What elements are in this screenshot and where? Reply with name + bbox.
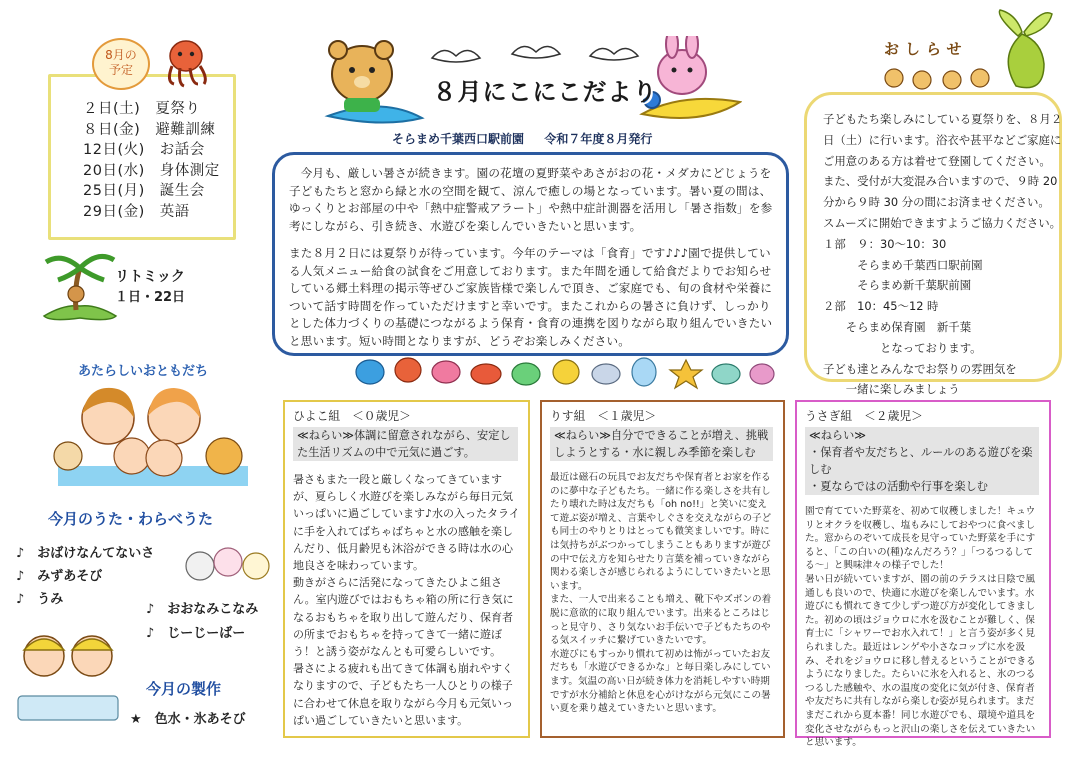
animals-illustration: [180, 526, 272, 596]
issue-label: 令和７年度８月発行: [544, 132, 653, 146]
intro-message-box: [272, 152, 789, 356]
class-paragraph: 暑い日が続いていますが、園の前のテラスは日陰で風通しも良いので、快適に水遊びを楽しんでいます。水遊びにも慣れてきて少しずつ遊び方が変化してきました。初めの頃はジョウロに水を汲むことが難しく、保育士に「シャワーでお水入れて！」と言う姿が多く見られました。最近はレンゲや小さなコップに水を汲み、それをジョウロに移し替えるということができるようになりました。たらいに氷を入れると、氷のつるつるした感触や、水の温度の変化に気が付き、保育者や友だちに共有しながら楽しむ姿が見られます。まだまだこれから夏本番！同じ水遊びでも、環境や道具を変化させながらもっと沢山の楽しさを伝えていきたいと思います。: [805, 573, 1036, 749]
aim-item: ・夏ならではの活動や行事を楽しむ: [809, 480, 988, 493]
intro-paragraph: また８月２日には夏祭りが待っています。今年のテーマは「食育」です♪♪♪園で提供している人気メニュー給食の試食をご用意しております。また年間を通して給食だよりでお知らせしている郷土料理の掲示等ぜひご家族皆様で楽しんで頂き、ご家庭でも、旬の食材や栄養について話す時間を作っていただけますと幸いです。またこれからの暑さに負けず、しっかりとした体力づくりの基礎につながるよう保育・食育の連携を図りながら取り組んでいきたいと思います。短い時間となりますが、どうぞお楽しみください。: [289, 246, 773, 348]
class-paragraph: 暑さもまた一段と厳しくなってきていますが、夏らしく水遊びを楽しみながら毎日元気いっぱいに過ごしています♪水の入ったタライに手を入れてばちゃばちゃと水の感触を楽しんだり、低月齢児も沐浴ができる時は水の心地良さを味わっています。: [293, 473, 520, 573]
schedule-item: 20日(水) 身体測定: [83, 162, 220, 179]
songs-heading: 今月のうた・わらべうた: [48, 510, 214, 528]
schedule-badge: [92, 38, 150, 90]
class-aim: [805, 427, 1039, 495]
monthly-schedule: [48, 74, 236, 240]
schedule-item: 25日(月) 誕生会: [83, 183, 205, 199]
class-paragraph: 暑さによる疲れも出てきて体調も崩れやすくなりますので、子どもたち一人ひとりの様子に合わせて休息を取りながら今月も元気いっぱい過ごしていきたいと思います。: [293, 662, 513, 727]
octopus-icon: [160, 38, 212, 88]
notice-line: そらまめ保育園 新千葉: [823, 319, 972, 334]
notice-line: 子ども達とみんなでお祭りの雰囲気を: [823, 361, 1017, 376]
kids-craft-illustration: [8, 626, 128, 726]
class-paragraph: 水遊びにもすっかり慣れて初めは怖がっていたお友だちも「水遊びできるかな」と毎日楽しみにしています。気温の高い日が続き体力を消耗しやすい時期ですが水分補給と休息を心がけながら元気にこの暑い夏を乗り越えていきたいと思います。: [550, 648, 771, 715]
notice-line: ご用意のある方は着せて登園してください。: [823, 153, 1051, 168]
song-item: ♪ おばけなんてないさ: [16, 546, 155, 561]
notice-line: そらまめ新千葉駅前園: [823, 278, 972, 293]
class-name: ひよこ組 ＜０歳児＞: [293, 409, 411, 423]
notice-line: 一緒に楽しみましょう: [823, 382, 960, 397]
badge-bottom: 予定: [108, 63, 133, 77]
rhythmic-box: [100, 266, 200, 308]
class-paragraph: また、一人で出来ることも増え、靴下やズボンの着脱に意欲的に取り組んでいます。出来るところはじっと見守り、さり気ないお手伝いで子どもたちのやる気スイッチに繋げていきたいです。: [550, 594, 772, 647]
class-body: [805, 505, 1041, 750]
notice-line: 子どもたち楽しみにしている夏祭りを、８月２: [823, 112, 1063, 126]
notice-line: そらまめ千葉西口駅前園: [823, 257, 983, 272]
aim-item: ・保育者や友だちと、ルールのある遊びを楽しむ: [809, 446, 1033, 476]
notice-label: おしらせ: [884, 40, 968, 58]
schedule-list: [51, 77, 233, 222]
sprout-icon: [988, 6, 1058, 96]
song-item: ♪ じーじーばー: [146, 626, 246, 641]
seagull-illustrations: [432, 46, 638, 62]
class-report-risu: [540, 400, 785, 738]
schedule-item: ８日(金) 避難訓練: [83, 121, 216, 138]
schedule-item: ２日(土) 夏祭り: [83, 101, 201, 117]
new-friends-heading: あたらしいおともだち: [78, 364, 209, 379]
song-item: ♪ おおなみこなみ: [146, 602, 259, 617]
class-body: [550, 471, 775, 716]
class-report-hiyoko: [283, 400, 530, 738]
song-item: ♪ みずあそび: [16, 569, 103, 584]
publisher-name: そらまめ千葉西口駅前園: [392, 132, 525, 146]
summer-festival-notice: [804, 92, 1063, 397]
badge-top: 8月の: [105, 48, 137, 62]
class-aim: ≪ねらい≫自分でできることが増え、挑戦しようとする・水に親しみ季節を楽しむ: [550, 427, 773, 461]
rhythmic-dates: １日・22日: [114, 290, 186, 305]
notice-line: となっております。: [823, 340, 982, 355]
notice-line: また、受付が大変混み合いますので、９時 20: [823, 174, 1058, 189]
craft-heading: 今月の製作: [146, 680, 222, 698]
class-aim: ≪ねらい≫体調に留意されながら、安定した生活リズムの中で元気に過ごす。: [293, 427, 518, 461]
notice-line: スムーズに開始できますようご協力ください。: [823, 215, 1062, 230]
new-friends-illustration: [28, 378, 268, 496]
craft-item: ★ 色水・氷あそび: [130, 712, 246, 727]
notice-line: 日（土）に行います。浴衣や甚平などご家庭に: [823, 132, 1062, 147]
class-name: りす組 ＜１歳児＞: [550, 409, 657, 423]
intro-paragraph: 今月も、厳しい暑さが続きます。園の花壇の夏野菜やあさがおの花・メダカにどじょうを子どもたちと窓から緑と水の空間を観て、涼んで癒しの場となっています。暑い夏の間は、ゆっくりとお部屋の中や「熱中症警戒アラート」や熱中症計測器を活用し「暑さ指数」を参考にしながら、引き続き、水遊びを楽しんでいきたいと思います。: [289, 166, 773, 233]
notice-line: １部 ９：30～10：30: [823, 236, 947, 251]
aim-title: ≪ねらい≫: [809, 429, 866, 442]
schedule-item: 12日(火) お話会: [83, 142, 205, 158]
rhythmic-title: リトミック: [115, 269, 185, 285]
class-report-usagi: [795, 400, 1051, 749]
class-name: うさぎ組 ＜２歳児＞: [805, 409, 923, 423]
newsletter-title: ８月にこにこだより: [432, 78, 658, 106]
class-paragraph: 園で育てていた野菜を、初めて収穫しました！キュウリとオクラを収穫し、塩もみにしておやつに食べました。窓からのぞいて成長を見守っていた野菜を手にすると、「この白いの(種)なんだろう？」「つるつるしてる～」と興味津々の様子でした！: [805, 506, 1036, 572]
class-body: [293, 471, 520, 729]
notice-line: 分から９時 30 分の間にお済ませください。: [823, 195, 1050, 210]
schedule-item: 29日(金) 英語: [83, 203, 190, 220]
song-item: ♪ うみ: [16, 592, 64, 607]
notice-line: ２部 10：45～12 時: [823, 299, 939, 314]
class-paragraph: 最近は磁石の玩具でお友だちや保育者とお家を作るのに夢中な子どもたち。一緒に作る楽しさを共有したり壊れた時は友だちも「oh no!!」と笑いに変えて遊ぶ姿が増え、言葉やしぐさを交えながらの子ども同士のやりとりはとっても微笑ましいです。時には気持ちがぶつかってしまうこともありますが遊びの中で伝え方を知らせたり言葉を補っていきながら関わる楽しさが感じられるようにしていきたいと思います。: [550, 472, 772, 592]
sea-creatures-illustration: [350, 350, 780, 394]
class-paragraph: 動きがさらに活発になってきたひよこ組さん。室内遊びではおもちゃ箱の所に行き気になるおもちゃを取り出して遊んだり、保育者の所までおもちゃを持ってきて一緒に遊ぼう！と誘う姿がなんとも可愛らしいです。: [293, 576, 514, 659]
publisher-line: [392, 130, 692, 147]
